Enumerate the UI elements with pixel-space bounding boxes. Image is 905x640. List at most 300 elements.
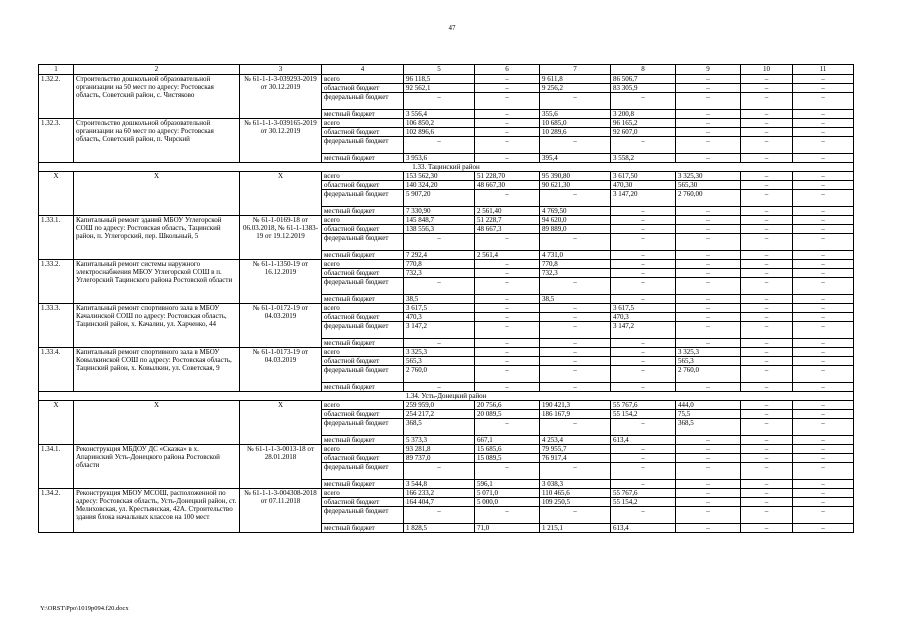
column-header: 7 [540, 65, 611, 75]
funding-value: – [793, 410, 854, 419]
funding-value: – [404, 93, 475, 110]
funding-source-label: местный бюджет [322, 436, 404, 445]
funding-value: – [741, 507, 793, 524]
funding-source-label: местный бюджет [322, 110, 404, 119]
table-row [39, 401, 854, 410]
funding-value: – [676, 480, 741, 489]
funding-value: 3 325,30 [676, 172, 741, 181]
funding-value: – [611, 207, 676, 216]
funding-value: – [793, 489, 854, 498]
funding-value: – [475, 322, 540, 339]
funding-value: – [404, 339, 475, 348]
funding-value: – [611, 383, 676, 392]
funding-value: 15 685,6 [475, 445, 540, 454]
funding-value: 3 325,3 [404, 348, 475, 357]
funding-value: – [676, 251, 741, 260]
funding-source-label: областной бюджет [322, 357, 404, 366]
funding-value: – [676, 128, 741, 137]
funding-value: – [741, 348, 793, 357]
funding-value: – [741, 339, 793, 348]
funding-value: 94 620,0 [540, 216, 611, 225]
column-header: 10 [741, 65, 793, 75]
funding-value: – [793, 260, 854, 269]
funding-value: 95 390,80 [540, 172, 611, 181]
funding-value: – [676, 93, 741, 110]
funding-value: – [793, 137, 854, 154]
table-row [39, 216, 854, 225]
funding-value: – [741, 190, 793, 207]
funding-value: 79 955,7 [540, 445, 611, 454]
funding-value: 140 324,20 [404, 181, 475, 190]
funding-value: 76 917,4 [540, 454, 611, 463]
funding-value: 565,3 [404, 357, 475, 366]
funding-value: – [611, 225, 676, 234]
funding-value: 667,1 [475, 436, 540, 445]
funding-value: 92 562,1 [404, 84, 475, 93]
funding-source-label: областной бюджет [322, 181, 404, 190]
section-title: 1.33. Тацинский район [39, 163, 854, 172]
funding-value: – [676, 304, 741, 313]
funding-value: 4 769,50 [540, 207, 611, 216]
funding-value: – [540, 383, 611, 392]
funding-value: – [676, 445, 741, 454]
funding-value: – [793, 251, 854, 260]
funding-value: – [741, 304, 793, 313]
funding-value: – [540, 463, 611, 480]
funding-value: – [741, 419, 793, 436]
funding-value: – [741, 436, 793, 445]
funding-value: 5 373,3 [404, 436, 475, 445]
funding-value: – [741, 181, 793, 190]
funding-value: – [475, 295, 540, 304]
funding-value: – [404, 234, 475, 251]
funding-value: – [611, 480, 676, 489]
funding-value: 89 737,0 [404, 454, 475, 463]
funding-value: – [475, 339, 540, 348]
funding-value: – [741, 498, 793, 507]
funding-value: – [793, 454, 854, 463]
funding-source-label: всего [322, 172, 404, 181]
funding-value: – [475, 119, 540, 128]
funding-value: 51 228,7 [475, 216, 540, 225]
funding-value: – [793, 524, 854, 533]
funding-source-label: федеральный бюджет [322, 137, 404, 154]
funding-value: 254 217,2 [404, 410, 475, 419]
funding-value: 153 562,30 [404, 172, 475, 181]
funding-value: – [741, 128, 793, 137]
item-name: Реконструкция МБОУ МСОШ, расположенной по адресу: Ростовская область, Усть-Донецкий район, ст. Мелиховская, ул. Крестьянская, 42А. Строительство здания блока начальных классов на 100 мест [74, 489, 240, 533]
funding-source-label: областной бюджет [322, 269, 404, 278]
funding-value: – [611, 445, 676, 454]
funding-value: – [540, 190, 611, 207]
funding-value: – [793, 278, 854, 295]
funding-value: 395,4 [540, 154, 611, 163]
section-title-row [39, 163, 854, 172]
funding-value: – [676, 137, 741, 154]
column-header: 9 [676, 65, 741, 75]
funding-value: 2 561,4 [475, 251, 540, 260]
funding-value: – [611, 278, 676, 295]
item-name: Капитальный ремонт спортивного зала в МБОУ Качалинской СОШ по адресу: Ростовская область, Тацинский район, х. Качалин, ул. Харченко, 44 [74, 304, 240, 348]
funding-value: 1 215,1 [540, 524, 611, 533]
funding-value: – [793, 357, 854, 366]
funding-value: – [676, 260, 741, 269]
item-document: № 61-1-1-3-039293-2019 от 30.12.2019 [240, 75, 322, 119]
funding-value: 259 959,0 [404, 401, 475, 410]
item-document: № 61-1-0172-19 от 04.03.2019 [240, 304, 322, 348]
column-header: 3 [240, 65, 322, 75]
funding-value: – [741, 84, 793, 93]
funding-source-label: федеральный бюджет [322, 463, 404, 480]
funding-source-label: всего [322, 75, 404, 84]
funding-value: – [611, 348, 676, 357]
funding-source-label: местный бюджет [322, 339, 404, 348]
funding-value: – [741, 410, 793, 419]
funding-value: – [540, 304, 611, 313]
funding-value: – [793, 313, 854, 322]
funding-value: – [475, 269, 540, 278]
item-number: 1.32.2. [39, 75, 74, 119]
funding-source-label: федеральный бюджет [322, 278, 404, 295]
funding-value: 3 953,6 [404, 154, 475, 163]
funding-value: – [741, 454, 793, 463]
funding-value: – [793, 480, 854, 489]
funding-source-label: всего [322, 216, 404, 225]
funding-value: – [611, 419, 676, 436]
funding-source-label: местный бюджет [322, 295, 404, 304]
funding-value: – [741, 295, 793, 304]
funding-source-label: всего [322, 348, 404, 357]
column-header: 2 [74, 65, 240, 75]
funding-source-label: федеральный бюджет [322, 322, 404, 339]
funding-value: – [793, 463, 854, 480]
funding-value: – [475, 366, 540, 383]
funding-value: – [676, 75, 741, 84]
funding-value: 2 561,40 [475, 207, 540, 216]
item-number: 1.33.2. [39, 260, 74, 304]
table-row [39, 260, 854, 269]
funding-value: – [676, 322, 741, 339]
funding-value: – [540, 339, 611, 348]
funding-value: 190 421,3 [540, 401, 611, 410]
funding-value: – [475, 419, 540, 436]
item-document: Х [240, 172, 322, 216]
funding-value: 106 850,2 [404, 119, 475, 128]
funding-value: – [741, 207, 793, 216]
funding-value: – [676, 383, 741, 392]
funding-value: 3 147,2 [404, 322, 475, 339]
funding-value: – [540, 507, 611, 524]
funding-value: 368,5 [676, 419, 741, 436]
funding-value: – [793, 216, 854, 225]
funding-value: – [475, 137, 540, 154]
funding-value: – [676, 524, 741, 533]
funding-value: – [611, 234, 676, 251]
funding-value: – [404, 463, 475, 480]
funding-value: 3 617,5 [611, 304, 676, 313]
funding-value: 38,5 [404, 295, 475, 304]
item-name: Капитальный ремонт системы наружного электроснабжения МБОУ Углегорской СОШ в п. Углегорский Тацинского района Ростовской области [74, 260, 240, 304]
funding-source-label: федеральный бюджет [322, 507, 404, 524]
funding-source-label: всего [322, 304, 404, 313]
item-number: 1.33.3. [39, 304, 74, 348]
funding-value: 83 305,9 [611, 84, 676, 93]
item-number: Х [39, 172, 74, 216]
item-document: № 61-1-1-3-0013-18 от 28.01.2018 [240, 445, 322, 489]
funding-value: – [793, 445, 854, 454]
funding-source-label: местный бюджет [322, 207, 404, 216]
funding-value: – [793, 190, 854, 207]
funding-source-label: федеральный бюджет [322, 366, 404, 383]
funding-value: – [741, 93, 793, 110]
item-document: № 61-1-1-3-039165-2019 от 30.12.2019 [240, 119, 322, 163]
table-row [39, 489, 854, 498]
funding-value: 96 118,5 [404, 75, 475, 84]
item-name: Х [74, 172, 240, 216]
funding-source-label: федеральный бюджет [322, 234, 404, 251]
item-name: Х [74, 401, 240, 445]
funding-value: – [540, 137, 611, 154]
funding-value: 3 617,50 [611, 172, 676, 181]
funding-value: – [676, 119, 741, 128]
funding-value: – [741, 313, 793, 322]
funding-value: – [676, 498, 741, 507]
funding-value: – [611, 137, 676, 154]
funding-source-label: федеральный бюджет [322, 93, 404, 110]
funding-value: 5 071,0 [475, 489, 540, 498]
funding-value: 15 089,5 [475, 454, 540, 463]
funding-value: – [793, 339, 854, 348]
funding-value: 48 667,3 [475, 225, 540, 234]
funding-value: 10 289,6 [540, 128, 611, 137]
funding-value: 55 154,2 [611, 498, 676, 507]
funding-value: – [676, 313, 741, 322]
funding-value: – [475, 110, 540, 119]
funding-value: 166 233,2 [404, 489, 475, 498]
funding-value: – [611, 260, 676, 269]
table-row [39, 172, 854, 181]
funding-value: – [676, 278, 741, 295]
funding-value: 138 556,3 [404, 225, 475, 234]
funding-value: – [741, 260, 793, 269]
funding-value: – [475, 75, 540, 84]
column-header: 11 [793, 65, 854, 75]
funding-value: 613,4 [611, 524, 676, 533]
column-header: 1 [39, 65, 74, 75]
funding-value: 92 607,0 [611, 128, 676, 137]
table-row [39, 75, 854, 84]
funding-value: – [741, 357, 793, 366]
funding-value: 770,8 [540, 260, 611, 269]
funding-value: – [611, 216, 676, 225]
funding-value: – [475, 313, 540, 322]
funding-value: 3 038,3 [540, 480, 611, 489]
funding-source-label: областной бюджет [322, 454, 404, 463]
funding-value: – [676, 489, 741, 498]
funding-value: – [475, 278, 540, 295]
funding-value: 89 889,0 [540, 225, 611, 234]
funding-value: 48 667,30 [475, 181, 540, 190]
funding-value: – [404, 383, 475, 392]
funding-value: – [611, 295, 676, 304]
funding-value: – [676, 225, 741, 234]
item-name: Строительство дошкольной образовательной организации на 50 мест по адресу: Ростовская область, Советский район, с. Чистяково [74, 75, 240, 119]
funding-value: 90 621,30 [540, 181, 611, 190]
funding-value: – [676, 207, 741, 216]
funding-value: – [676, 454, 741, 463]
item-number: 1.33.4. [39, 348, 74, 392]
funding-value: – [793, 207, 854, 216]
item-name: Капитальный ремонт зданий МБОУ Углегорской СОШ по адресу: Ростовская область, Тацинский район, п. Углегорский, пер. Школьный, 5 [74, 216, 240, 260]
funding-value: 3 325,3 [676, 348, 741, 357]
funding-value: – [793, 154, 854, 163]
funding-value: – [475, 190, 540, 207]
funding-source-label: областной бюджет [322, 498, 404, 507]
funding-value: – [611, 251, 676, 260]
funding-value: 20 756,6 [475, 401, 540, 410]
funding-value: 186 167,9 [540, 410, 611, 419]
funding-value: – [793, 119, 854, 128]
funding-value: 470,30 [611, 181, 676, 190]
funding-value: – [475, 383, 540, 392]
funding-value: 55 767,6 [611, 401, 676, 410]
funding-value: 2 760,00 [676, 190, 741, 207]
funding-value: 470,3 [404, 313, 475, 322]
funding-value: 71,0 [475, 524, 540, 533]
funding-value: – [676, 234, 741, 251]
funding-value: – [741, 366, 793, 383]
funding-value: – [475, 507, 540, 524]
item-number: 1.34.1. [39, 445, 74, 489]
funding-value: – [793, 234, 854, 251]
funding-value: – [793, 93, 854, 110]
funding-value: 3 556,4 [404, 110, 475, 119]
item-document: № 61-1-0169-18 от 06.03.2018, № 61-1-1383-19 от 19.12.2019 [240, 216, 322, 260]
item-number: 1.34.2. [39, 489, 74, 533]
funding-value: – [741, 172, 793, 181]
item-name: Строительство дошкольной образовательной организации на 60 мест по адресу: Ростовская область, Советский район, п. Чирский [74, 119, 240, 163]
funding-value: – [475, 463, 540, 480]
funding-value: – [676, 269, 741, 278]
funding-value: 9 256,2 [540, 84, 611, 93]
funding-source-label: всего [322, 489, 404, 498]
funding-value: 5 907,20 [404, 190, 475, 207]
funding-source-label: всего [322, 401, 404, 410]
funding-value: 3 617,5 [404, 304, 475, 313]
funding-value: – [540, 322, 611, 339]
funding-value: 164 404,7 [404, 498, 475, 507]
funding-value: – [475, 84, 540, 93]
funding-value: – [741, 251, 793, 260]
funding-source-label: областной бюджет [322, 225, 404, 234]
funding-value: 145 848,7 [404, 216, 475, 225]
table-row [39, 445, 854, 454]
funding-value: – [540, 313, 611, 322]
table-row [39, 348, 854, 357]
page-number: 47 [448, 24, 456, 32]
funding-value: 732,3 [404, 269, 475, 278]
funding-value: – [793, 348, 854, 357]
funding-value: – [676, 154, 741, 163]
header-row [39, 65, 854, 75]
funding-source-label: областной бюджет [322, 313, 404, 322]
item-document: Х [240, 401, 322, 445]
item-number: 1.32.3. [39, 119, 74, 163]
funding-value: – [611, 454, 676, 463]
funding-value: – [676, 339, 741, 348]
funding-value: 3 200,8 [611, 110, 676, 119]
item-number: Х [39, 401, 74, 445]
funding-value: 565,3 [676, 357, 741, 366]
funding-value: – [611, 93, 676, 110]
funding-source-label: местный бюджет [322, 251, 404, 260]
funding-value: – [741, 322, 793, 339]
funding-value: – [741, 269, 793, 278]
funding-value: – [741, 119, 793, 128]
funding-value: – [611, 463, 676, 480]
file-path-footer: Y:\ORST\Ppo\1019p094.f20.docx [40, 605, 129, 612]
funding-value: – [611, 366, 676, 383]
funding-value: – [475, 357, 540, 366]
funding-value: – [540, 278, 611, 295]
funding-value: – [676, 84, 741, 93]
funding-value: – [404, 137, 475, 154]
funding-value: – [540, 357, 611, 366]
funding-value: 2 760,0 [404, 366, 475, 383]
funding-value: 470,3 [611, 313, 676, 322]
funding-value: – [793, 181, 854, 190]
funding-value: – [793, 383, 854, 392]
funding-value: – [611, 357, 676, 366]
funding-value: 7 292,4 [404, 251, 475, 260]
funding-value: – [741, 225, 793, 234]
funding-value: – [741, 110, 793, 119]
section-title: 1.34. Усть-Донецкий район [39, 392, 854, 401]
funding-value: 3 147,20 [611, 190, 676, 207]
funding-value: 7 330,90 [404, 207, 475, 216]
budget-table [38, 64, 854, 533]
funding-value: 109 250,5 [540, 498, 611, 507]
funding-value: – [741, 445, 793, 454]
funding-value: 2 760,0 [676, 366, 741, 383]
funding-source-label: федеральный бюджет [322, 419, 404, 436]
funding-value: 93 281,8 [404, 445, 475, 454]
funding-value: 5 000,0 [475, 498, 540, 507]
funding-value: – [741, 489, 793, 498]
funding-value: – [793, 401, 854, 410]
funding-value: – [741, 401, 793, 410]
funding-value: 20 089,5 [475, 410, 540, 419]
funding-value: – [676, 436, 741, 445]
funding-value: – [741, 383, 793, 392]
item-number: 1.33.1. [39, 216, 74, 260]
section-title-row [39, 392, 854, 401]
funding-source-label: областной бюджет [322, 84, 404, 93]
funding-value: 565,30 [676, 181, 741, 190]
column-header: 8 [611, 65, 676, 75]
funding-value: – [611, 507, 676, 524]
funding-value: – [793, 295, 854, 304]
funding-value: 55 154,2 [611, 410, 676, 419]
funding-source-label: областной бюджет [322, 128, 404, 137]
funding-value: – [793, 322, 854, 339]
funding-value: – [741, 154, 793, 163]
column-header: 4 [322, 65, 404, 75]
item-name: Капитальный ремонт спортивного зала в МБОУ Ковылкинской СОШ по адресу: Ростовская область, Тацинский район, х. Ковылкин, ул. Советская, 9 [74, 348, 240, 392]
funding-value: – [793, 128, 854, 137]
funding-value: 110 465,6 [540, 489, 611, 498]
funding-value: – [793, 436, 854, 445]
